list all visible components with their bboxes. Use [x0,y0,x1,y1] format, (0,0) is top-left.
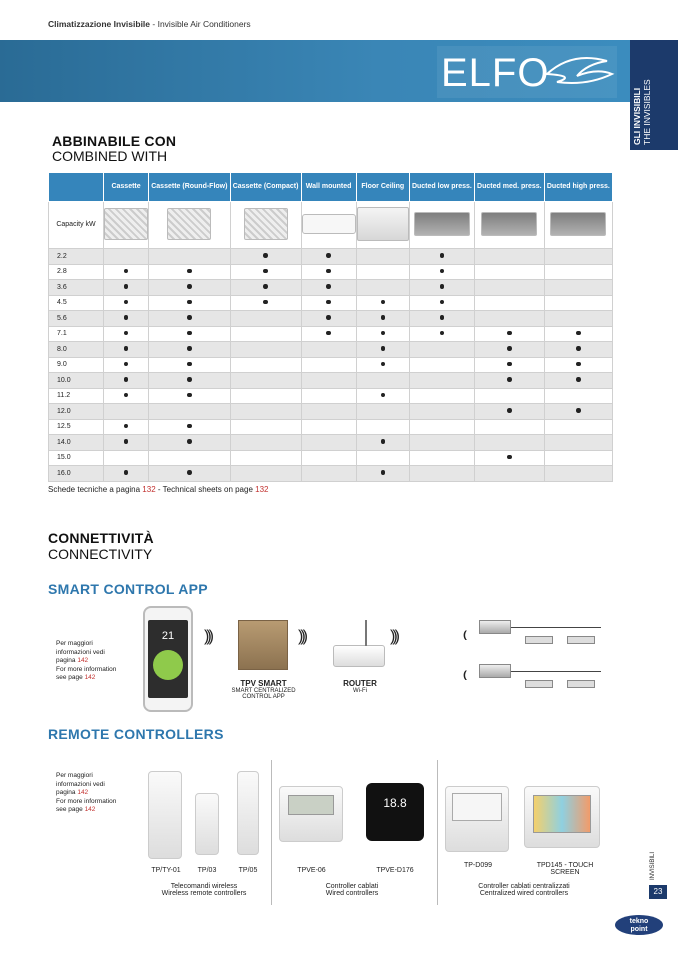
compatible-dot [576,331,581,336]
compatible-dot [326,300,331,305]
compatible-dot [326,269,331,274]
table-row [49,435,613,451]
compatibility-table [48,172,613,482]
compatible-dot [576,377,581,382]
compatible-dot [507,362,512,367]
compatible-dot [381,315,386,320]
compatible-dot [124,439,129,444]
compatible-dot [263,253,268,258]
capacity-value: 15.0 [49,450,104,466]
teknopoint-logo: tekno point [615,915,663,935]
compatible-dot [326,315,331,320]
unit-image [167,208,211,240]
table-row [49,388,613,404]
compatible-dot [187,284,192,289]
group-wireless: Telecomandi wireless Wireless remote controllers [161,883,247,897]
capacity-value: 2.2 [49,249,104,265]
unit-image [414,212,470,236]
unit-image [244,208,288,240]
tech-sheets-note: Schede tecniche a pagina 132 - Technical sheets on page 132 [48,485,269,494]
wired-tpve-d176-image: 18.8 [366,783,424,841]
model-tpve06: TPVE-06 [297,867,326,874]
compatible-dot [187,300,192,305]
capacity-value: 12.5 [49,419,104,435]
unit-image [550,212,606,236]
capacity-value: 3.6 [49,280,104,296]
capacity-value: 2.8 [49,264,104,280]
compatible-dot [124,470,129,475]
compatible-dot [187,362,192,367]
capacity-label: Capacity kW [49,202,104,249]
combined-title: ABBINABILE CON COMBINED WITH [52,133,177,164]
model-tp-ty01: TP/TY-01 [151,867,181,874]
compatible-dot [326,253,331,258]
compatible-dot [381,331,386,336]
compatible-dot [187,269,192,274]
compatible-dot [381,393,386,398]
compatible-dot [124,346,129,351]
compatible-dot [263,284,268,289]
table-row [49,249,613,265]
smart-more-info: Per maggiori informazioni vedi pagina 142 For more information see page 142 [56,640,117,681]
compatible-dot [440,331,445,336]
unit-image [104,208,148,240]
page-section-label: INVISIBILI [650,851,656,880]
central-tpd145-image [524,786,600,848]
column-header: Cassette [104,173,149,202]
compatible-dot [440,269,445,274]
column-header: Floor Ceiling [356,173,409,202]
compatible-dot [124,315,129,320]
compatible-dot [124,377,129,382]
remote-tp03-image [195,793,219,855]
compatible-dot [187,331,192,336]
wifi-waves: ))) [390,628,397,645]
compatible-dot [576,408,581,413]
compatible-dot [507,455,512,460]
table-row [49,450,613,466]
capacity-value: 16.0 [49,466,104,482]
central-tp-d099-image [445,786,509,852]
compatible-dot [326,331,331,336]
model-tpd145: TPD145 - TOUCH SCREEN [536,862,594,876]
compatible-dot [187,393,192,398]
model-tp05: TP/05 [238,867,258,874]
capacity-value: 5.6 [49,311,104,327]
table-row [49,342,613,358]
column-header: Cassette (Compact) [230,173,301,202]
compatible-dot [381,470,386,475]
table-row [49,311,613,327]
compatible-dot [440,284,445,289]
capacity-value: 14.0 [49,435,104,451]
column-header: Cassette (Round-Flow) [149,173,230,202]
compatible-dot [381,439,386,444]
page-number: 23 [649,885,667,899]
column-header: Wall mounted [301,173,356,202]
model-tp-d099: TP-D099 [463,862,492,869]
column-header: Ducted low press. [409,173,474,202]
capacity-value: 9.0 [49,357,104,373]
compatible-dot [507,377,512,382]
compatible-dot [124,331,129,336]
column-header: Ducted high press. [544,173,612,202]
compatible-dot [263,269,268,274]
smartphone-image [143,606,193,712]
elfo-logo [437,46,617,98]
compatible-dot [124,424,129,429]
compatible-dot [187,315,192,320]
tpv-smart-image [238,620,288,670]
wifi-waves: ))) [298,628,305,645]
group-centralized: Controller cablati centralizzati Centralized wired controllers [478,883,570,897]
compatible-dot [440,253,445,258]
compatible-dot [187,470,192,475]
table-row [49,280,613,296]
capacity-value: 4.5 [49,295,104,311]
capacity-value: 11.2 [49,388,104,404]
unit-image [302,214,356,234]
group-divider [437,760,438,905]
compatible-dot [507,331,512,336]
column-header: Ducted med. press. [474,173,544,202]
compatible-dot [187,424,192,429]
model-tpve-d176: TPVE-D176 [376,867,414,874]
compatible-dot [576,362,581,367]
router-image [333,645,385,667]
table-row [49,419,613,435]
section-tab: GLI INVISIBILI THE INVISIBLES [630,40,678,150]
capacity-value: 7.1 [49,326,104,342]
router-caption: ROUTER Wi-Fi [343,679,377,694]
capacity-value: 8.0 [49,342,104,358]
table-row [49,404,613,420]
unit-image [481,212,537,236]
compatible-dot [263,300,268,305]
compatible-dot [440,300,445,305]
remote-controllers-title: REMOTE CONTROLLERS [48,726,224,742]
table-row [49,295,613,311]
compatible-dot [124,300,129,305]
elfo-logo-text: ELFO [441,51,550,95]
model-tp03: TP/03 [197,867,217,874]
compatible-dot [507,408,512,413]
compatible-dot [187,346,192,351]
compatible-dot [124,269,129,274]
phone-temperature: 21 [161,630,175,642]
wifi-waves: ))) [204,628,211,645]
compatible-dot [440,315,445,320]
compatible-dot [124,393,129,398]
compatible-dot [576,346,581,351]
compatible-dot [124,284,129,289]
table-row [49,264,613,280]
table-row [49,326,613,342]
router-antenna [365,620,367,646]
remote-tp05-image [237,771,259,855]
group-wired: Controller cablati Wired controllers [325,883,379,897]
compatible-dot [381,346,386,351]
unit-image [357,207,409,241]
wired-tpve06-image [279,786,343,842]
tpv-smart-caption: TPV SMART SMART CENTRALIZED CONTROL APP [231,679,296,700]
table-row [49,466,613,482]
table-row [49,373,613,389]
compatible-dot [124,362,129,367]
remote-tp-ty01-image [148,771,182,859]
remote-more-info: Per maggiori informazioni vedi pagina 142 For more information see page 142 [56,772,117,813]
capacity-value: 10.0 [49,373,104,389]
compatible-dot [507,346,512,351]
page-header: Climatizzazione Invisibile - Invisible Air Conditioners [48,19,251,29]
compatible-dot [326,284,331,289]
compatible-dot [381,300,386,305]
compatible-dot [187,439,192,444]
smart-control-title: SMART CONTROL APP [48,581,208,597]
connectivity-title: CONNETTIVITÀ CONNECTIVITY [48,530,154,562]
network-units-diagram: ((( ((( [465,612,605,702]
compatible-dot [381,362,386,367]
table-row [49,357,613,373]
compatible-dot [187,377,192,382]
group-divider [271,760,272,905]
capacity-value: 12.0 [49,404,104,420]
